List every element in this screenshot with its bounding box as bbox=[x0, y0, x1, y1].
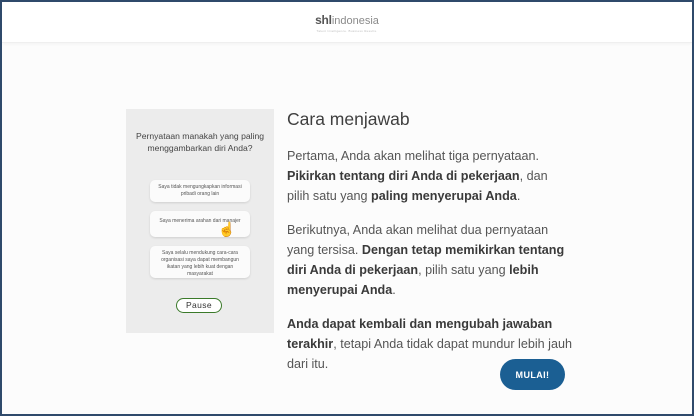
text: . bbox=[516, 189, 521, 203]
text: , pilih satu yang bbox=[418, 263, 510, 277]
bold-text: lebih menyerupai Anda bbox=[287, 263, 539, 297]
illustration-option-card: Saya tidak mengungkapkan informasi pribadi orang lain bbox=[150, 180, 250, 202]
instruction-paragraph-1 bbox=[287, 146, 572, 206]
illustration-option-card: Saya selalu mendukung cara-cara organisasi saya dapat membangun ikatan yang lebih kuat dengan masyarakat bbox=[150, 246, 250, 278]
bold-text: Anda dapat kembali dan mengubah jawaban terakhir bbox=[287, 317, 553, 351]
hand-pointer-icon: ☝ bbox=[218, 221, 236, 237]
text: Pertama, Anda akan melihat tiga pernyataan. bbox=[287, 149, 540, 163]
instruction-paragraph-2 bbox=[287, 220, 572, 300]
text: . bbox=[392, 283, 396, 297]
illustration-option-card: Saya menerima arahan dari manajer bbox=[150, 211, 250, 237]
bold-text: Dengan tetap memikirkan tentang diri Anda di pekerjaan bbox=[287, 243, 565, 277]
start-button[interactable]: MULAI! bbox=[500, 359, 565, 390]
header-bar bbox=[2, 2, 692, 43]
logo-country-text: indonesia bbox=[331, 15, 379, 27]
illustration-pause-button: Pause bbox=[176, 298, 222, 313]
logo-shl-text: shl bbox=[315, 13, 332, 27]
illustration-question: Pernyataan manakah yang paling menggambarkan diri Anda? bbox=[135, 131, 265, 153]
instruction-illustration bbox=[126, 109, 274, 333]
text: Berikutnya, Anda akan melihat dua pernyataan yang tersisa. bbox=[287, 223, 549, 257]
text: , dan pilih satu yang bbox=[287, 169, 548, 203]
bold-text: paling menyerupai Anda bbox=[371, 189, 517, 203]
text: , tetapi Anda tidak dapat mundur lebih jauh dari itu. bbox=[287, 337, 572, 371]
bold-text: Pikirkan tentang diri Anda di pekerjaan bbox=[287, 169, 520, 183]
logo-tagline: Talent Intelligence. Business Results. bbox=[316, 29, 378, 33]
instructions-panel bbox=[287, 108, 572, 388]
shl-logo bbox=[315, 12, 379, 33]
page-title: Cara menjawab bbox=[287, 109, 410, 129]
